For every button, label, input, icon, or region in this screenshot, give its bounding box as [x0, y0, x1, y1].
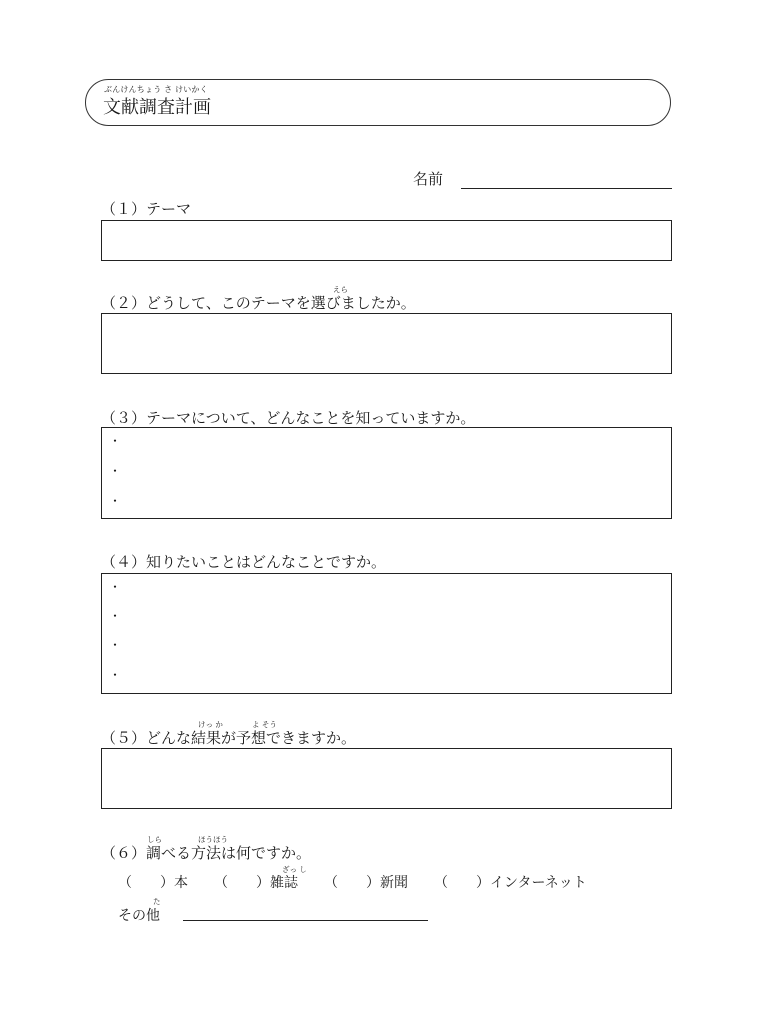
magazine-ruby: ざっ し [282, 865, 307, 874]
bullet: ・ [109, 609, 122, 623]
name-label: 名前 [413, 170, 444, 188]
bullet: ・ [109, 580, 122, 594]
other-input-line[interactable] [183, 920, 428, 921]
bullet: ・ [109, 434, 122, 448]
answer-box-5[interactable] [101, 748, 672, 809]
method-internet-option[interactable]: （ ）インターネット [434, 875, 587, 891]
answer-box-2[interactable] [101, 313, 672, 374]
bullet: ・ [109, 464, 122, 478]
answer-box-3[interactable] [101, 427, 672, 519]
question-5-ruby-2: よ そう [252, 720, 277, 729]
question-1-label: （１）テーマ [101, 200, 192, 218]
method-newspaper-option[interactable]: （ ）新聞 [324, 875, 408, 891]
bullet: ・ [109, 494, 122, 508]
question-6-ruby-1: しら [147, 835, 162, 844]
answer-box-1[interactable] [101, 220, 672, 261]
question-6-ruby-2: ほうほう [198, 835, 228, 844]
question-3-label: （３）テーマについて、どんなことを知っていますか。 [101, 409, 476, 427]
question-5-ruby-1: けっ か [198, 720, 223, 729]
title-ruby: ぶんけんちょう さ けいかく [104, 85, 208, 94]
method-book-option[interactable]: （ ）本 [118, 875, 188, 891]
bullet: ・ [109, 638, 122, 652]
question-2-label: （２）どうして、このテーマを選びましたか。 [101, 294, 416, 312]
name-input-line[interactable] [461, 188, 672, 189]
question-2-ruby: えら [333, 285, 348, 294]
bullet: ・ [109, 668, 122, 682]
answer-box-4[interactable] [101, 573, 672, 694]
question-6-label: （６）調べる方法は何ですか。 [101, 844, 312, 862]
question-4-label: （４）知りたいことはどんなことですか。 [101, 553, 387, 571]
page-title: 文献調査計画 [103, 97, 211, 118]
method-magazine-option[interactable]: （ ）雑誌 [214, 875, 298, 891]
other-label: その他 [118, 908, 160, 924]
other-ruby: た [153, 897, 161, 906]
method-options [118, 872, 587, 892]
question-5-label: （５）どんな結果が予想できますか。 [101, 729, 357, 747]
